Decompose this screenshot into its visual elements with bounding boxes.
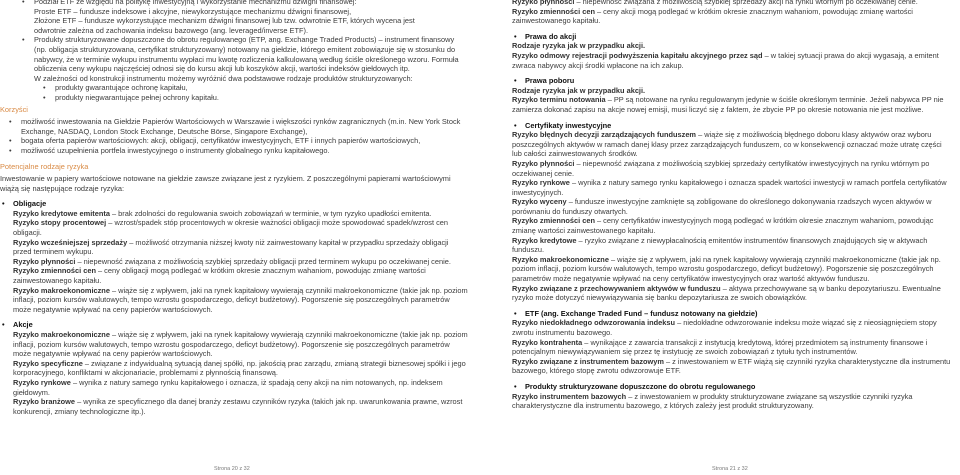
- stock-risk: Ryzyko branżowe – wynika ze specyficznego dla danej branży zestawu czynników ryzyka (takich jak np. uwarunkowania prawne, wzrost konkurencji, zmiany technologiczne itp.).: [13, 397, 463, 416]
- stock-risk: Ryzyko rynkowe – wynika z natury samego rynku kapitałowego i oznacza, iż spadają ceny akcji na nim notowanych, np. indeksem giełdowym.: [13, 377, 443, 397]
- bond-risk: Ryzyko wcześniejszej sprzedaży – możliwość otrzymania niższej kwoty niż zainwestowany kapitał w przypadku sprzedaży obligacji przed terminem wykupu.: [13, 237, 449, 257]
- risks-heading: Potencjalne rodzaje ryzyka: [0, 161, 89, 171]
- list-item: • produkty niegwarantujące pełnej ochrony kapitału.: [34, 93, 468, 103]
- rights-title: • Prawa do akcji: [512, 32, 952, 42]
- etf-complex: Złożone ETF – fundusze wykorzystujące mechanizm dźwigni finansowej lub tzw. odwrotnie ETF, których wycena jest: [34, 16, 415, 26]
- cert-risk: Ryzyko rynkowe – wynika z natury samego rynku kapitałowego i oznacza spadek wartości inwestycji w ramach portfela certyfikatów inwestycyjnych.: [512, 178, 947, 197]
- rights-risk: Rodzaje ryzyka jak w przypadku akcji.: [512, 41, 646, 51]
- list-item: • produkty gwarantujące ochronę kapitału,: [34, 83, 468, 93]
- right-page: [512, 0, 952, 411]
- cert-risk: Ryzyko kredytowe – ryzyko związane z niewypłacalnością emitentów instrumentów finansowych znajdujących się w aktywach funduszu.: [512, 235, 928, 255]
- page-number-left: Strona 20 z 32: [214, 466, 250, 472]
- bond-risk: Ryzyko kredytowe emitenta – brak zdolności do regulowania swoich zobowiązań w terminie, w tym ryzyko upadłości emitenta.: [13, 208, 432, 218]
- list-item: • bogata oferta papierów wartościowych: akcji, obligacji, certyfikatów inwestycyjnych, ETF i innych papierów wartościowych,: [0, 136, 468, 146]
- rights-risk: Ryzyko odmowy rejestracji podwyższenia kapitału akcyjnego przez sąd – w takiej sytuacji prawa do akcji wygasają, a emitent zwraca nabywcy akcji środki wpłacone na ich zakup.: [512, 50, 939, 70]
- stocks-section: [0, 330, 468, 416]
- etf-simple: Proste ETF – fundusze indeksowe i akcyjne, niewykorzystujące mechanizmu dźwigni finansowej,: [34, 6, 352, 16]
- etf-section: [512, 318, 952, 376]
- cert-risk: Ryzyko zmienności cen – ceny certyfikatów inwestycyjnych mogą podlegać w krótkim okresie znacznym wahaniom, powodując zmianę wartości zainwestowanego kapitału.: [512, 216, 934, 236]
- rights-section: [512, 41, 952, 70]
- bond-risk: Ryzyko zmienności cen – ceny obligacji mogą podlegać w krótkim okresie znacznym wahaniom, powodując zmianę wartości zainwestowanego kapitału.: [13, 266, 426, 286]
- etf-title: • ETF (ang. Exchange Traded Fund – fundusz notowany na giełdzie): [512, 309, 952, 319]
- benefits-list: [0, 117, 468, 155]
- stocks-title: • Akcje: [0, 320, 468, 330]
- etf-complex-cont: odwrotnie zależna od zachowania indeksu bazowego (ang. leveraged/inverse ETF).: [34, 25, 309, 35]
- ps-title: • Produkty strukturyzowane dopuszczone do obrotu regulowanego: [512, 382, 952, 392]
- bond-risk: Ryzyko makroekonomiczne – wiąże się z wpływem, jaki na rynek kapitałowy wywierają czynniki makroekonomiczne (takie jak np. poziom inflacji, poziom kursów walutowych, tempo wzrostu gospodarczego, deficyt budżetowy). Pogorszenie się poszczególnych parametrów może negatywnie wpływać na ceny papierów wartościowych.: [13, 285, 468, 314]
- list-item: • możliwość inwestowania na Giełdzie Papierów Wartościowych w Warszawie i większości rynków zagranicznych (m.in. New York Stock Exchange, NASDAQ, London Stock Exchange, Deutsche Börse, Singapore Exchange),: [0, 117, 468, 136]
- cert-risk: Ryzyko wyceny – fundusze inwestycyjne zamknięte są zobligowane do określonego dokonywania rzadszych wycen aktywów w porównaniu do funduszy otwartych.: [512, 197, 932, 216]
- preemptive-section: [512, 86, 952, 115]
- stock-risk-cont: Ryzyko płynności – niepewność związana z możliwością szybkiej sprzedaży akcji na rynku wtórnym po oczekiwanej cenie.: [512, 0, 918, 6]
- structured-intro: W zależności od konstrukcji instrumentu możemy wyróżnić dwa podstawowe rodzaje produktów strukturyzowanych:: [34, 73, 413, 83]
- bonds-section: [0, 209, 468, 315]
- stock-risk: Ryzyko makroekonomiczne – wiąże się z wpływem, jaki na rynek kapitałowy wywierają czynniki makroekonomiczne (takie jak np. poziom inflacji, poziom kursów walutowych, tempo wzrostu gospodarczego, deficyt budżetowy). Pogorszenie się poszczególnych parametrów może negatywnie wpływać na ceny papierów wartościowych.: [13, 330, 468, 359]
- cert-risk: Ryzyko błędnych decyzji zarządzających funduszem – wiąże się z możliwością błędnego doboru klasy aktywów oraz wyboru poszczególnych aktywów w ramach danej klasy przez zarządzających funduszem, co w konsekwencji oznaczać może utratę części lub całości zainwestowanych środków.: [512, 130, 942, 159]
- cert-risk: Ryzyko makroekonomiczne – wiąże się z wpływem, jaki na rynek kapitałowy wywierają czynniki makroekonomiczne (takie jak np. poziom inflacji, poziom kursów walutowych, tempo wzrostu gospodarczego, deficyt budżetowy). Pogorszenie się poszczególnych parametrów może negatywnie wpływać na ceny certyfikatów inwestycyjnych oraz wartość aktywów funduszu.: [512, 254, 941, 284]
- ps-section: [512, 392, 952, 411]
- bond-risk: Ryzyko płynności – niepewność związana z możliwością szybkiej sprzedaży obligacji przed terminem wykupu po oczekiwanej cenie.: [13, 256, 451, 266]
- cert-risk: Ryzyko związane z przechowywaniem aktywów w funduszu – aktywa przechowywane są w banku depozytariuszu. Ewentualne ryzyko może dotyczyć niewywiązywania się banku depozytariusza ze swoich obowiązków.: [512, 283, 941, 303]
- cert-risk: Ryzyko płynności – niepewność związana z możliwością szybkiej sprzedaży certyfikatów inwestycyjnych na rynku wtórnym po oczekiwanej cenie.: [512, 158, 930, 178]
- etf-risk: Ryzyko kontrahenta – wynikające z zawarcia transakcji z instytucją kredytową, której przedmiotem są instrumenty finansowe i potencjalnym niewywiązywaniem się przez tę instytucję ze swoich zobowiązań z tytułu tych instrumentów.: [512, 337, 928, 357]
- preemptive-risk: Rodzaje ryzyka jak w przypadku akcji.: [512, 85, 646, 95]
- stock-risk: Ryzyko specyficzne – związane z indywidualną sytuacją danej spółki, np. jakością prac zarządu, zmianą strategii biznesowej spółki i jego korporacyjnego, konfliktami w akcjonariacie, problemami z płynnością finansową.: [13, 358, 466, 378]
- structured-products-bullet: • Produkty strukturyzowane dopuszczone do obrotu regulowanego (ETP, ang. Exchange Traded Products) – instrument finansowy (np. obligacja strukturyzowana, certyfikat strukturyzowany) notowany na giełdzie, którego emitent zobowiązuje się w stosunku do nabywcy, że w terminie wykupu instrumentu wypłaci mu kwotę rozliczenia kalkulowaną według ściśle określonego wzoru. Formuła obliczenia ceny wykupu najczęściej odnosi się do kursu akcji lub koszyków akcji, wartości indeksów giełdowych itp.: [22, 35, 459, 74]
- etf-division-intro: • Podział ETF ze względu na politykę inwestycyjną i wykorzystanie mechanizmu dźwigni finansowej:: [22, 0, 357, 6]
- bonds-title: • Obligacje: [0, 199, 468, 209]
- etf-risk: Ryzyko związane z instrumentem bazowym – z inwestowaniem w ETF wiążą się czynniki ryzyka charakterystyczne dla instrumentu bazowego, którego stopę zwrotu odwzorowuje ETF.: [512, 356, 951, 376]
- certs-title: • Certyfikaty inwestycyjne: [512, 121, 952, 131]
- page-number-right: Strona 21 z 32: [712, 466, 748, 472]
- certs-section: [512, 130, 952, 303]
- etf-risk: Ryzyko niedokładnego odwzorowania indeksu – niedokładne odwzorowanie indeksu może wiązać się z nieosiągnięciem stopy zwrotu instrumentu bazowego.: [512, 318, 937, 337]
- list-item: • możliwość uzupełnienia portfela inwestycyjnego o instrumenty globalnego rynku kapitałowego.: [0, 146, 468, 156]
- risks-intro: Inwestowanie w papiery wartościowe notowane na giełdzie zawsze związane jest z ryzykiem. Z poszczególnymi papierami wartościowymi wiążą się następujące rodzaje ryzyka:: [0, 174, 451, 193]
- bond-risk: Ryzyko stopy procentowej – wzrost/spadek stóp procentowych w okresie ważności obligacji może spowodować spadek/wzrost cen obligacji.: [13, 218, 449, 238]
- left-page: [0, 0, 468, 416]
- preemptive-title: • Prawa poboru: [512, 76, 952, 86]
- ps-risk: Ryzyko instrumentem bazowych – z inwestowaniem w produkty strukturyzowane związane są wszystkie czynniki ryzyka charakterystyczne dla instrumentu bazowego, z których zależy jest produkt strukturyzowany.: [512, 391, 913, 411]
- preemptive-risk: Ryzyko terminu notowania – PP są notowane na rynku regulowanym jedynie w ściśle określonym terminie. Jeżeli nabywca PP nie zamierza dokonać zapisu na akcje nowej emisji, musi liczyć się z faktem, że zbycie PP po okresie notowania nie jest możliwe.: [512, 95, 944, 114]
- benefits-heading: Korzyści: [0, 104, 28, 114]
- structured-sublist: [13, 83, 468, 102]
- stock-risk-cont: Ryzyko zmienności cen – ceny akcji mogą podlegać w krótkim okresie znacznym wahaniom, powodując zmianę wartości zainwestowanego kapitału.: [512, 6, 913, 26]
